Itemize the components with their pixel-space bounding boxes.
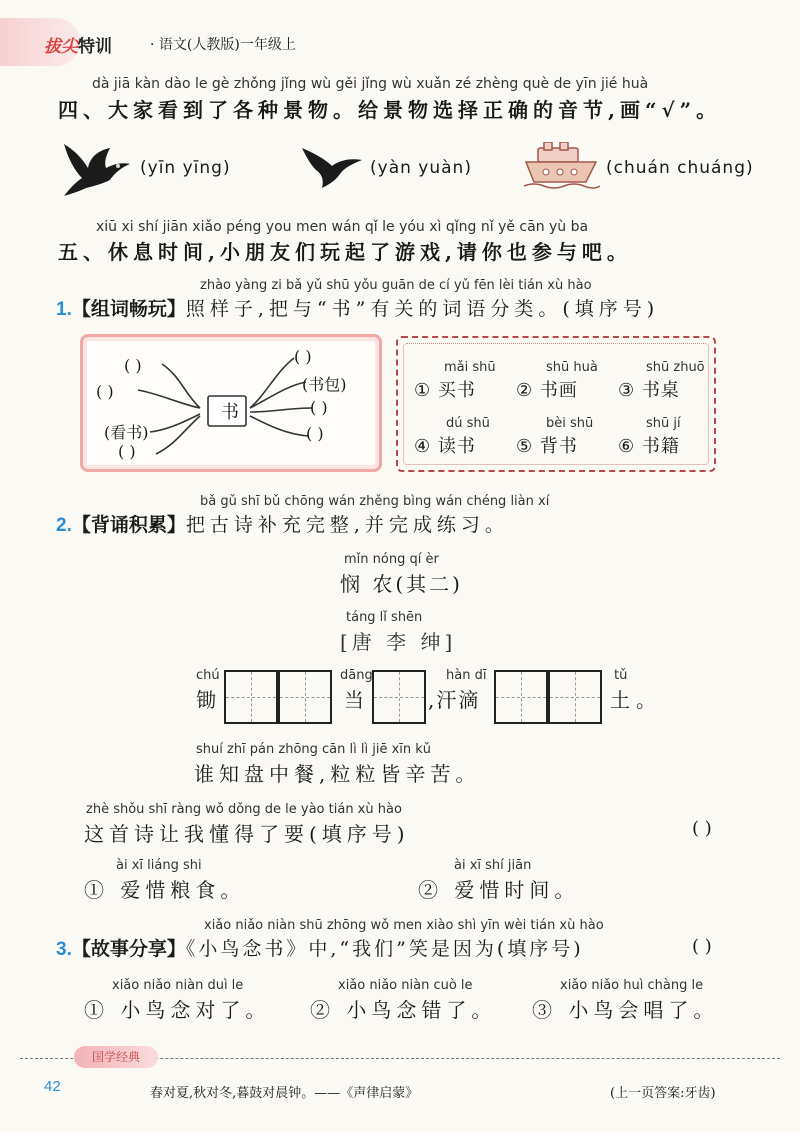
line1-c3: ,汗滴: [428, 688, 481, 712]
word-5: ⑤ 背书: [516, 436, 578, 457]
answer-grid-cell[interactable]: [372, 670, 426, 724]
s3-pinyin: xiǎo niǎo niàn shū zhōng wǒ men xiào shì yīn wèi tián xù hào: [204, 918, 604, 933]
swallow-icon: [300, 144, 364, 190]
word-6: ⑥ 书籍: [618, 436, 680, 457]
line2-text: 谁知盘中餐,粒粒皆辛苦。: [194, 762, 481, 786]
map-blank-left-1[interactable]: ( ): [124, 356, 142, 375]
q4-instruction: 四、大家看到了各种景物。给景物选择正确的音节,画“√”。: [58, 98, 722, 122]
s3-opt3-pinyin: xiǎo niǎo huì chàng le: [560, 978, 704, 993]
map-example-left: (看书): [104, 423, 149, 442]
s3-number: 3.: [56, 939, 72, 960]
s2-answer-blank[interactable]: ( ): [692, 818, 712, 839]
swallow-options[interactable]: (yàn yuàn): [370, 158, 472, 178]
eagle-options[interactable]: (yīn yīng): [140, 158, 231, 178]
s3-title: 【故事分享】: [71, 938, 186, 960]
map-blank-right-2[interactable]: ( ): [310, 398, 328, 417]
line1-c4: 土。: [610, 688, 662, 712]
s2-option-2: ② 爱惜时间。: [418, 878, 580, 902]
word-3: ③ 书桌: [618, 380, 680, 401]
map-blank-right-3[interactable]: ( ): [306, 424, 324, 443]
book-subtitle: · 语文(人教版)一年级上: [150, 37, 296, 53]
poem-title-pinyin: mǐn nóng qí èr: [344, 552, 439, 567]
map-blank-left-2[interactable]: ( ): [96, 382, 114, 401]
eagle-icon: [60, 136, 134, 198]
word-4-pinyin: dú shū: [446, 416, 490, 431]
s3-answer-blank[interactable]: ( ): [692, 936, 712, 957]
answer-grid-cell[interactable]: [278, 670, 332, 724]
word-5-pinyin: bèi shū: [546, 416, 594, 431]
s2-question-pinyin: zhè shǒu shī ràng wǒ dǒng de le yào tián xù hào: [86, 802, 402, 817]
s1-title: 【组词畅玩】: [71, 298, 186, 320]
word-6-pinyin: shū jí: [646, 416, 681, 431]
opt2-pinyin: ài xī shí jiān: [454, 858, 532, 873]
poem-title: 悯 农(其二): [340, 572, 463, 596]
word-2: ② 书画: [516, 380, 578, 401]
word-1-pinyin: mǎi shū: [444, 360, 496, 375]
line1-p3: hàn dī: [446, 668, 487, 683]
s2-pinyin: bǎ gǔ shī bǔ chōng wán zhěng bìng wán chéng liàn xí: [200, 494, 550, 509]
s3-opt2-pinyin: xiǎo niǎo niàn cuò le: [338, 978, 473, 993]
map-blank-left-3[interactable]: ( ): [118, 442, 136, 461]
q4-pinyin: dà jiā kàn dào le gè zhǒng jǐng wù gěi jǐng wù xuǎn zé zhèng què de yīn jié huà: [92, 76, 649, 92]
answer-grid-cell[interactable]: [224, 670, 278, 724]
answer-grid-cell[interactable]: [494, 670, 548, 724]
s1-header: [56, 294, 659, 321]
footer-badge: 国学经典: [74, 1046, 158, 1068]
s2-number: 2.: [56, 515, 72, 536]
s3-instruction: 《小鸟念书》中,“我们”笑是因为(填序号): [185, 938, 584, 960]
answer-grid-cell[interactable]: [548, 670, 602, 724]
mind-map-center: 书: [221, 402, 239, 423]
word-2-pinyin: shū huà: [546, 360, 598, 375]
line1-c1: 锄: [196, 688, 222, 712]
map-blank-right-1[interactable]: ( ): [294, 347, 312, 366]
line1-p1: chú: [196, 668, 220, 683]
s1-instruction: 照样子,把与“书”有关的词语分类。(填序号): [185, 298, 660, 320]
s2-title: 【背诵积累】: [71, 514, 186, 536]
s2-option-1: ① 爱惜粮食。: [84, 878, 246, 902]
brand-logo: [44, 32, 112, 57]
author-pinyin: táng lǐ shēn: [346, 610, 423, 625]
brand-part-a: 拔尖: [44, 37, 78, 56]
s3-option-1: ① 小鸟念对了。: [84, 998, 271, 1022]
line1-p4: tǔ: [614, 668, 628, 683]
word-4: ④ 读书: [414, 436, 476, 457]
line2-pinyin: shuí zhī pán zhōng cān lì lì jiē xīn kǔ: [196, 742, 432, 757]
s3-header: [56, 934, 584, 961]
q5-pinyin: xiū xi shí jiān xiǎo péng you men wán qǐ le yóu xì qǐng nǐ yě cān yù ba: [96, 219, 589, 235]
word-1: ① 买书: [414, 380, 476, 401]
s3-option-3: ③ 小鸟会唱了。: [532, 998, 719, 1022]
s2-instruction: 把古诗补充完整,并完成练习。: [185, 514, 509, 536]
footer-prev-answer: (上一页答案:牙齿): [610, 1086, 716, 1101]
q5-instruction: 五、休息时间,小朋友们玩起了游戏,请你也参与吧。: [58, 240, 632, 264]
s1-pinyin: zhào yàng zi bǎ yǔ shū yǒu guān de cí yǔ fēn lèi tián xù hào: [200, 278, 592, 293]
s2-header: [56, 510, 509, 537]
brand-part-b: 特训: [78, 37, 112, 56]
word-3-pinyin: shū zhuō: [646, 360, 705, 375]
s3-option-2: ② 小鸟念错了。: [310, 998, 497, 1022]
opt1-pinyin: ài xī liáng shi: [116, 858, 202, 873]
line1-c2: 当: [344, 688, 370, 712]
s2-question: 这首诗让我懂得了要(填序号): [84, 822, 410, 846]
s1-number: 1.: [56, 299, 72, 320]
line1-p2: dāng: [340, 668, 373, 683]
s3-opt1-pinyin: xiǎo niǎo niàn duì le: [112, 978, 244, 993]
ship-icon: [522, 142, 600, 192]
map-example-right: (书包): [302, 375, 347, 394]
page-number: 42: [44, 1078, 61, 1095]
footer-quote: 春对夏,秋对冬,暮鼓对晨钟。——《声律启蒙》: [150, 1086, 419, 1101]
ship-options[interactable]: (chuán chuáng): [606, 158, 754, 178]
poem-author: [唐 李 绅]: [340, 630, 457, 654]
